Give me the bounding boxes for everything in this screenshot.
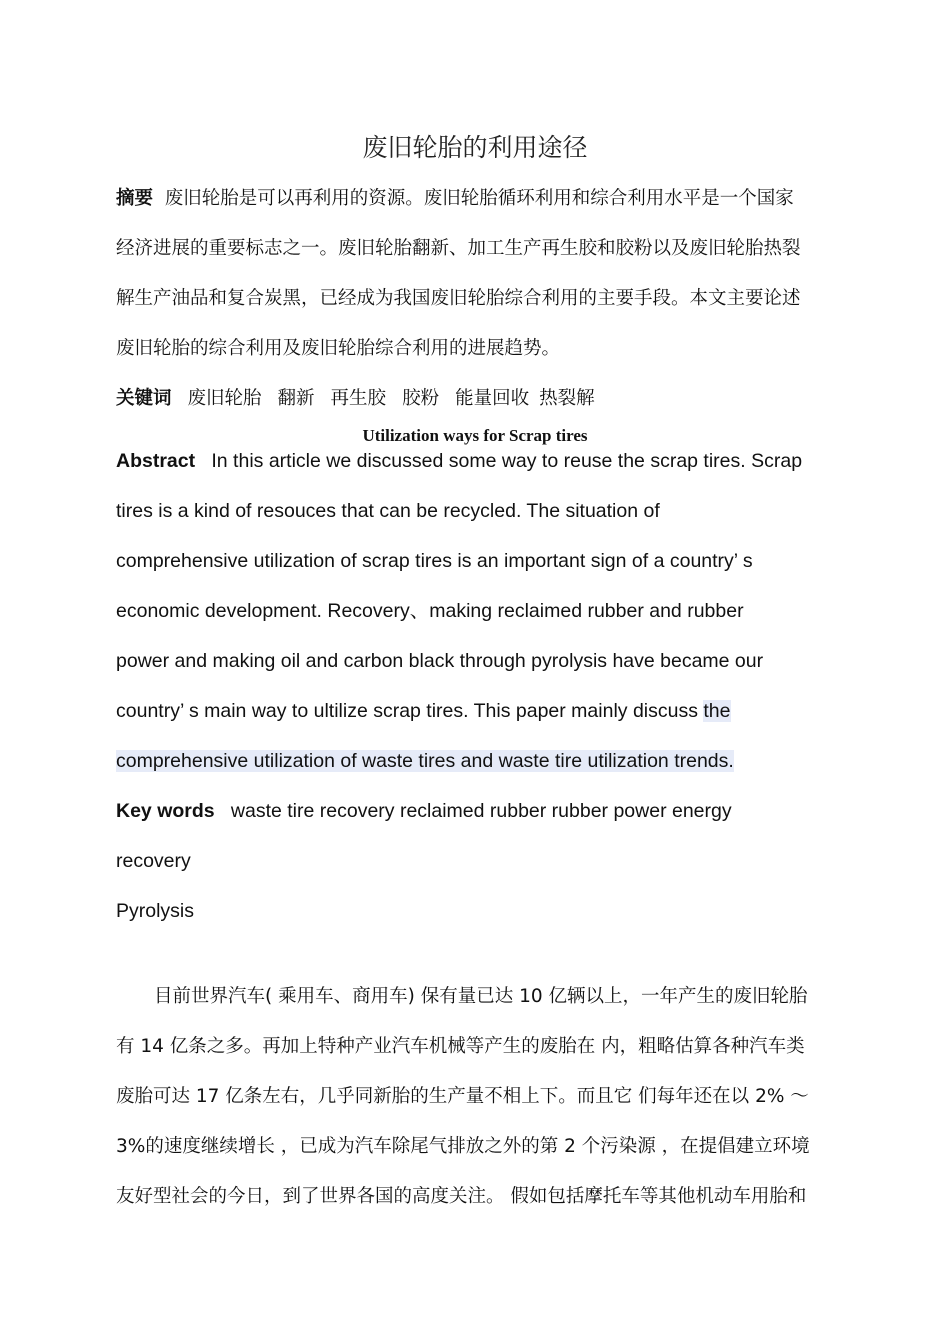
highlighted-text: the bbox=[703, 700, 731, 722]
keywords-en-label: Key words bbox=[116, 800, 215, 822]
abstract-en-line-4: economic development. Recovery、making reclaimed rubber and rubber bbox=[116, 600, 744, 622]
abstract-cn-label: 摘要 bbox=[116, 188, 154, 209]
abstract-en-line-7 bbox=[116, 748, 734, 774]
body-line-5: 友好型社会的今日，到了世界各国的高度关注。 假如包括摩托车等其他机动车用胎和 bbox=[116, 1186, 807, 1207]
keywords-en-cont-2: Pyrolysis bbox=[116, 900, 195, 922]
abstract-en-line-1 bbox=[116, 448, 802, 474]
abstract-en-text-1: In this article we discussed some way to reuse the scrap tires. Scrap bbox=[211, 450, 803, 472]
page-title: 废旧轮胎的利用途径 bbox=[362, 133, 588, 162]
keyword-cn-1: 废旧轮胎 bbox=[187, 388, 262, 409]
abstract-en-line-6 bbox=[116, 698, 731, 724]
keyword-cn-2: 翻新 bbox=[277, 388, 315, 409]
abstract-en-text-6: country’ s main way to ultilize scrap tires. This paper mainly discuss bbox=[116, 700, 704, 722]
keyword-cn-3: 再生胶 bbox=[330, 388, 387, 409]
abstract-cn-line-4: 废旧轮胎的综合利用及废旧轮胎综合利用的进展趋势。 bbox=[116, 338, 561, 359]
keyword-cn-4: 胶粉 bbox=[402, 388, 440, 409]
english-title: Utilization ways for Scrap tires bbox=[362, 426, 588, 445]
keywords-en-text: waste tire recovery reclaimed rubber rubber power energy bbox=[230, 800, 732, 822]
body-line-3: 废胎可达 17 亿条左右，几乎同新胎的生产量不相上下。而且它 们每年还在以 2% ～ bbox=[116, 1086, 809, 1107]
keyword-cn-6: 热裂解 bbox=[539, 388, 595, 409]
abstract-cn-text-1: 废旧轮胎是可以再利用的资源。废旧轮胎循环利用和综合利用水平是一个国家 bbox=[164, 188, 794, 209]
abstract-en-line-5: power and making oil and carbon black through pyrolysis have became our bbox=[116, 650, 764, 672]
abstract-en-label: Abstract bbox=[116, 450, 196, 472]
abstract-cn-line-1 bbox=[116, 186, 794, 212]
abstract-en-line-3: comprehensive utilization of scrap tires is an important sign of a country’ s bbox=[116, 550, 753, 572]
keywords-cn-label: 关键词 bbox=[116, 388, 172, 409]
keywords-en-cont-1: recovery bbox=[116, 850, 191, 872]
keyword-cn-5: 能量回收 bbox=[455, 388, 530, 409]
body-line-2: 有 14 亿条之多。再加上特种产业汽车机械等产生的废胎在 内，粗略估算各种汽车类 bbox=[116, 1036, 805, 1057]
highlighted-text-cont: comprehensive utilization of waste tires and waste tire utilization trends. bbox=[116, 750, 734, 772]
body-line-1: 目前世界汽车( 乘用车、商用车) 保有量已达 10 亿辆以上，一年产生的废旧轮胎 bbox=[154, 986, 808, 1007]
keywords-en bbox=[116, 798, 732, 824]
abstract-en-line-2: tires is a kind of resouces that can be recycled. The situation of bbox=[116, 500, 660, 522]
keywords-cn bbox=[116, 386, 595, 412]
abstract-cn-line-3: 解生产油品和复合炭黑，已经成为我国废旧轮胎综合利用的主要手段。本文主要论述 bbox=[116, 288, 801, 309]
abstract-cn-line-2: 经济进展的重要标志之一。废旧轮胎翻新、加工生产再生胶和胶粉以及废旧轮胎热裂 bbox=[116, 238, 801, 259]
body-line-4: 3%的速度继续增长 ，已成为汽车除尾气排放之外的第 2 个污染源 ，在提倡建立环境 bbox=[116, 1136, 810, 1157]
